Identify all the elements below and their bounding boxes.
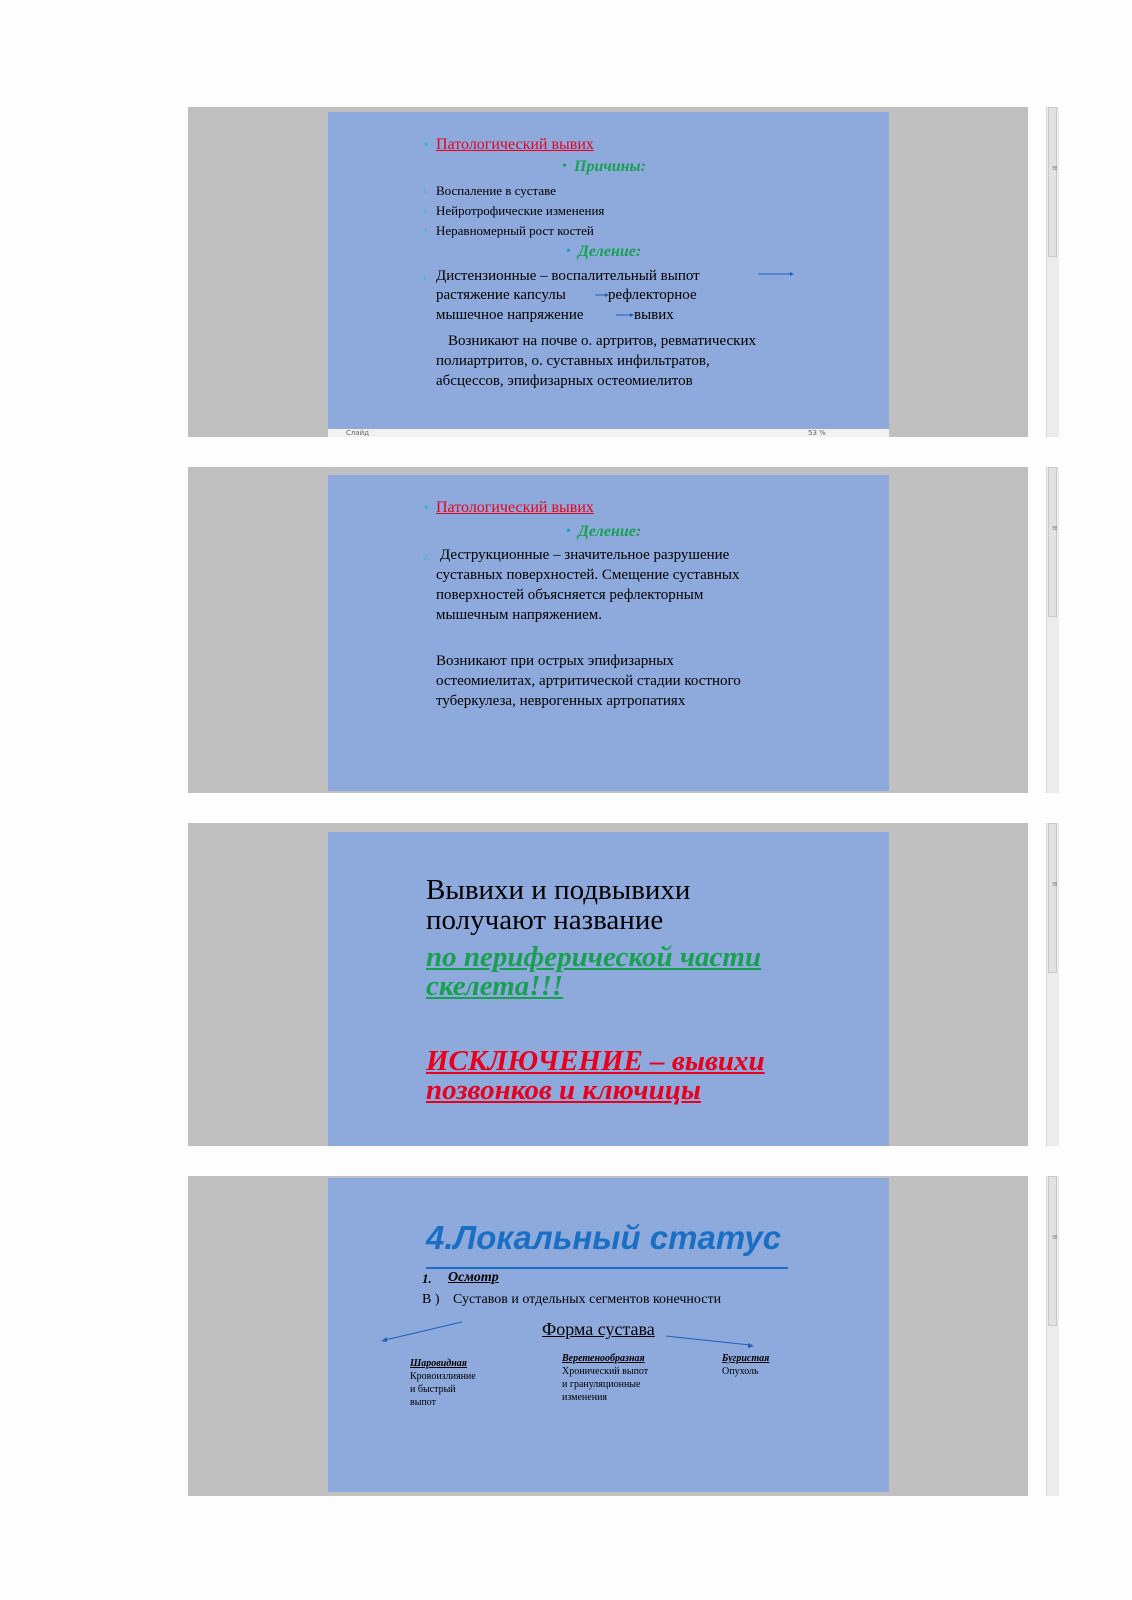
list-number: 1. <box>423 187 429 195</box>
slide-heading: Патологический вывих <box>436 136 594 153</box>
bullet-icon: • <box>566 244 571 259</box>
status-bar <box>328 429 889 437</box>
origin-line: Возникают при острых эпифизарных <box>436 653 674 669</box>
grip-icon: ≡ <box>1052 524 1058 532</box>
scrollbar-thumb[interactable] <box>1048 467 1057 617</box>
exception-text: позвонков и ключицы <box>426 1074 701 1106</box>
item-line: Дистензионные – воспалительный выпот <box>436 268 700 284</box>
scrollbar-thumb[interactable] <box>1048 107 1057 257</box>
subitem-letter: В ) <box>422 1292 440 1307</box>
item-line: растяжение капсулы <box>436 287 566 303</box>
slide-heading: Патологический вывих <box>436 499 594 516</box>
item-line: мышечное напряжение <box>436 307 584 323</box>
shape-name: Бугристая <box>722 1353 770 1364</box>
shape-name: Шаровидная <box>410 1358 467 1369</box>
slide-title: 4.Локальный статус <box>426 1219 782 1256</box>
list-item: Нейротрофические изменения <box>436 203 605 218</box>
slide-2 <box>328 475 889 791</box>
slide-text: получают название <box>426 904 664 936</box>
list-number: 1. <box>423 274 429 282</box>
scrollbar-thumb[interactable] <box>1048 823 1057 973</box>
item-line: поверхностей объясняется рефлекторным <box>436 587 704 603</box>
subitem-text: Суставов и отдельных сегментов конечности <box>453 1292 722 1307</box>
division-title: Деление: <box>578 243 642 260</box>
slide-3 <box>328 832 889 1146</box>
item-line: суставных поверхностей. Смещение суставных <box>436 567 740 583</box>
causes-title: Причины: <box>574 158 646 175</box>
section-title: Осмотр <box>448 1270 499 1285</box>
title-underline <box>426 1267 788 1269</box>
bullet-icon: • <box>562 159 567 174</box>
origin-line: абсцессов, эпифизарных остеомиелитов <box>436 373 693 389</box>
scrollbar-1[interactable] <box>1046 107 1059 437</box>
item-line: рефлекторное <box>608 287 697 303</box>
status-slide-label: Слайд <box>346 429 370 437</box>
bullet-icon: • <box>424 138 429 153</box>
shape-desc: Кровоизлияние <box>410 1371 476 1382</box>
grip-icon: ≡ <box>1052 880 1058 888</box>
shape-desc: выпот <box>410 1397 437 1408</box>
shape-desc: изменения <box>562 1392 608 1403</box>
arrow-icon <box>616 311 634 319</box>
origin-line: остеомиелитах, артритической стадии костного <box>436 673 741 689</box>
scrollbar-4[interactable] <box>1046 1176 1059 1496</box>
item-line: вывих <box>634 307 674 323</box>
shape-desc: и быстрый <box>410 1384 456 1395</box>
exception-text: ИСКЛЮЧЕНИЕ – вывихи <box>426 1045 765 1077</box>
status-zoom[interactable]: 53 % <box>808 429 826 437</box>
list-number: 2. <box>423 207 429 215</box>
shape-desc: и грануляционные <box>562 1379 641 1390</box>
section-number: 1. <box>422 1271 432 1286</box>
emphasis-text: скелета!!! <box>426 970 564 1002</box>
list-number: 3. <box>423 227 429 235</box>
slide-4 <box>328 1178 889 1492</box>
grip-icon: ≡ <box>1052 164 1058 172</box>
scrollbar-3[interactable] <box>1046 823 1059 1146</box>
shape-title: Форма сустава <box>542 1319 655 1339</box>
bullet-icon: • <box>566 524 571 539</box>
shape-name: Веретенообразная <box>562 1353 645 1364</box>
slide-1 <box>328 112 889 429</box>
division-title: Деление: <box>578 523 642 540</box>
arrow-icon <box>758 270 794 278</box>
shape-desc: Хронический выпот <box>562 1366 649 1377</box>
list-item: Неравномерный рост костей <box>436 223 594 238</box>
origin-line: Возникают на почве о. артритов, ревматических <box>448 333 756 349</box>
list-number: 2. <box>423 553 429 562</box>
shape-desc: Опухоль <box>722 1366 759 1377</box>
list-item: Воспаление в суставе <box>436 183 556 198</box>
arrow-icon <box>380 1320 464 1344</box>
origin-line: туберкулеза, неврогенных артропатиях <box>436 693 686 709</box>
origin-line: полиартритов, о. суставных инфильтратов, <box>436 353 710 369</box>
grip-icon: ≡ <box>1052 1233 1058 1241</box>
slide-text: Вывихи и подвывихи <box>426 874 691 906</box>
item-line: мышечным напряжением. <box>436 607 602 623</box>
scrollbar-thumb[interactable] <box>1048 1176 1057 1326</box>
bullet-icon: • <box>424 501 429 516</box>
emphasis-text: по периферической части <box>426 941 762 973</box>
arrow-icon <box>595 291 609 299</box>
item-line: Деструкционные – значительное разрушение <box>440 547 730 563</box>
scrollbar-2[interactable] <box>1046 467 1059 793</box>
arrow-icon <box>666 1334 756 1350</box>
